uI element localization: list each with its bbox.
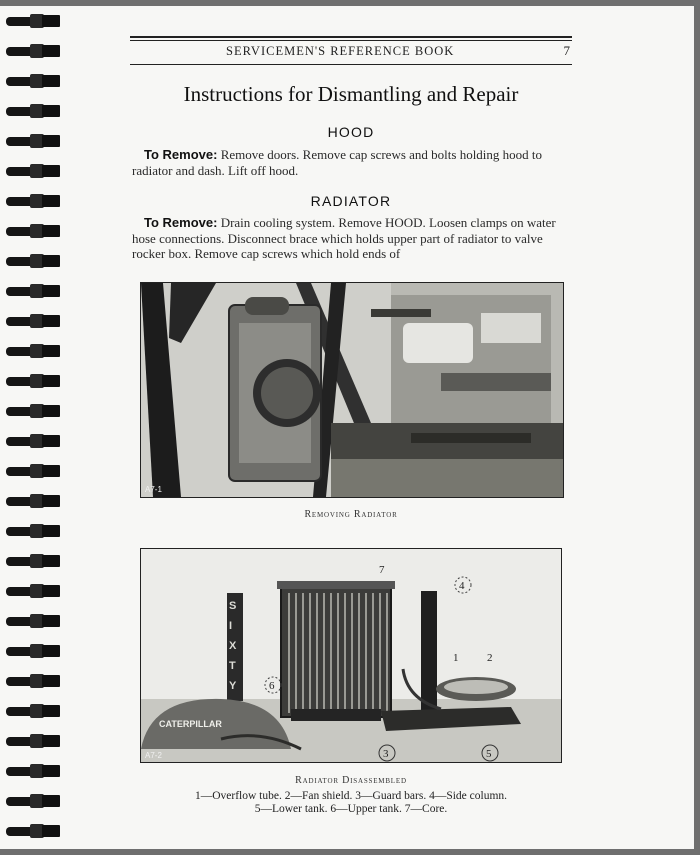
callout-6: 6 bbox=[269, 680, 275, 692]
photo-label-a72: A7-2 bbox=[145, 751, 162, 760]
radiator-disassembled-caption: Radiator Disassembled bbox=[295, 775, 407, 786]
page-title: Instructions for Dismantling and Repair bbox=[183, 82, 519, 106]
callout-2: 2 bbox=[487, 652, 493, 664]
callout-3: 3 bbox=[383, 748, 389, 760]
legend-line-1: 1—Overflow tube. 2—Fan shield. 3—Guard bars. 4—Side column. bbox=[194, 790, 508, 802]
radiator-lead: To Remove: bbox=[144, 215, 218, 230]
column-lettering: S I X T Y bbox=[229, 600, 237, 692]
callout-1: 1 bbox=[453, 652, 459, 664]
photo-label-a71: A7-1 bbox=[145, 485, 162, 494]
radiator-text: Drain cooling system. Remove HOOD. Loosen clamps on water hose connections. Disconnect brace which holds upper part of radiator to valve rocker box. Remove cap screws which hold ends of bbox=[132, 215, 556, 261]
removing-radiator-caption: Removing Radiator bbox=[304, 509, 398, 520]
book-title: SERVICEMEN'S REFERENCE BOOK bbox=[226, 44, 455, 58]
legend-line-2: 5—Lower tank. 6—Upper tank. 7—Core. bbox=[254, 803, 448, 815]
section-heading-radiator: RADIATOR bbox=[310, 193, 392, 209]
page-number: 7 bbox=[563, 43, 570, 58]
callout-4: 4 bbox=[459, 580, 465, 592]
callout-5: 5 bbox=[486, 748, 492, 760]
hood-text: Remove doors. Remove cap screws and bolts holding hood to radiator and dash. Lift off hood. bbox=[132, 147, 543, 178]
callout-7: 7 bbox=[379, 564, 385, 576]
section-heading-hood: HOOD bbox=[327, 124, 375, 140]
hood-lead: To Remove: bbox=[144, 147, 218, 162]
tank-lettering: CATERPILLAR bbox=[159, 719, 222, 729]
